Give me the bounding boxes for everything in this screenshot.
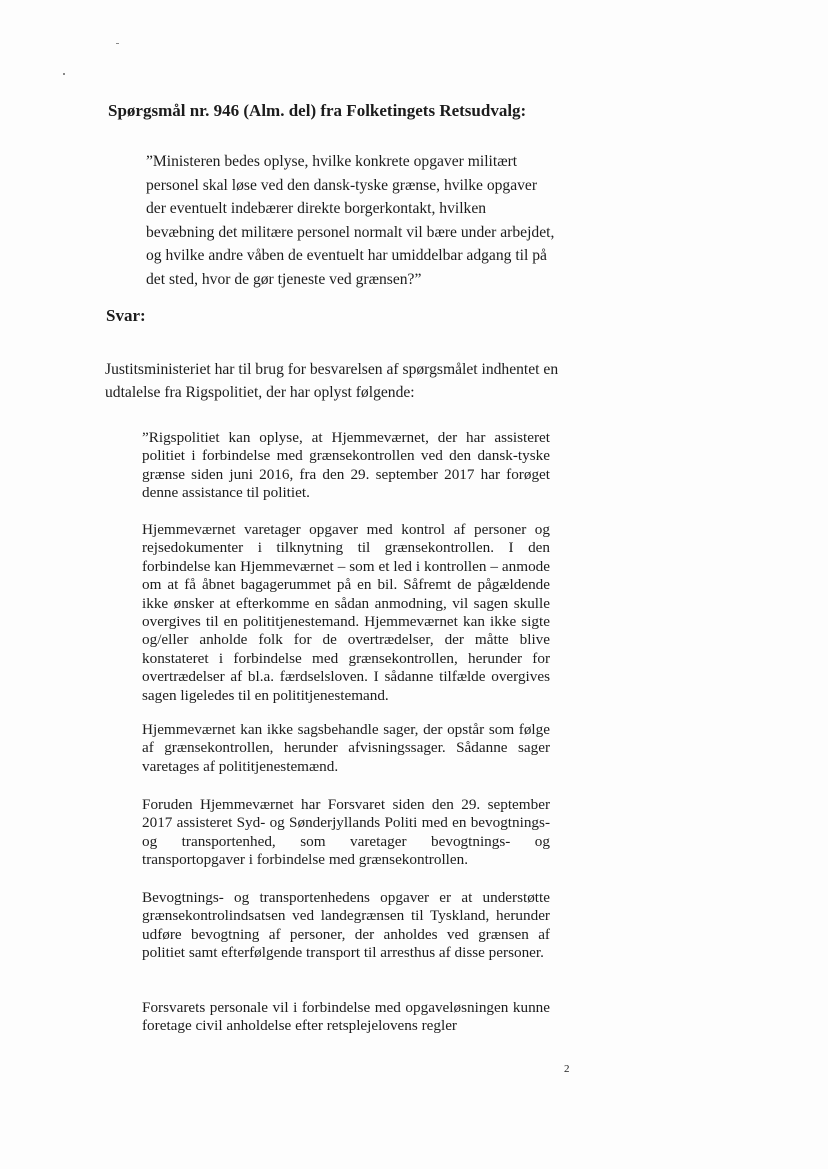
scan-speck <box>63 73 65 75</box>
quote-paragraph-2: Hjemmeværnet varetager opgaver med kontrol af personer og rejsedokumenter i tilknytning til grænsekontrollen. I den forbindelse kan Hjemmeværnet – som et led i kontrollen – anmode om at få åbnet bagagerummet på en bil. Såfremt de pågældende ikke ønsker at efterkomme en sådan anmodning, vil sagen skulle overgives til en polititjenestemand. Hjemmeværnet kan ikke sigte og/eller anholde folk for de overtrædelser, der måtte blive konstateret i forbindelse med grænsekontrollen, herunder for overtrædelser af bl.a. færdselsloven. I sådanne tilfælde overgives sagen ligeledes til en polititjenestemand. <box>142 521 550 704</box>
quote-paragraph-3: Hjemmeværnet kan ikke sagsbehandle sager, der opstår som følge af grænsekontrollen, herunder afvisningssager. Sådanne sager varetages af polititjenestemænd. <box>142 721 550 775</box>
question-heading: Spørgsmål nr. 946 (Alm. del) fra Folketingets Retsudvalg: <box>108 101 527 120</box>
answer-intro: Justitsministeriet har til brug for besvarelsen af spørgsmålet indhentet en udtalelse fra Rigspolitiet, der har oplyst følgende: <box>105 361 559 401</box>
quote-paragraph-5: Bevogtnings- og transportenhedens opgaver er at understøtte grænsekontrolindsatsen ved landegrænsen til Tyskland, herunder udføre bevogtning af personer, der anholdes ved grænsen af politiet samt efterfølgende transport til arresthus af disse personer. <box>142 889 550 962</box>
page-number: 2 <box>564 1063 570 1075</box>
answer-heading: Svar: <box>106 306 146 325</box>
quote-paragraph-4: Foruden Hjemmeværnet har Forsvaret siden den 29. september 2017 assisteret Syd- og Sønderjyllands Politi med en bevogtnings- og transportenhed, som varetager bevogtnings- og transportopgaver i forbindelse med grænsekontrollen. <box>142 796 550 869</box>
question-text: ”Ministeren bedes oplyse, hvilke konkrete opgaver militært personel skal løse ved den dansk-tyske grænse, hvilke opgaver der eventuelt indebærer direkte borgerkontakt, hvilken bevæbning det militære personel normalt vil bære under arbejdet, og hvilke andre våben de eventuelt har umiddelbar adgang til på det sted, hvor de gør tjeneste ved grænsen?” <box>146 153 555 288</box>
quote-paragraph-6: Forsvarets personale vil i forbindelse med opgaveløsningen kunne foretage civil anholdelse efter retsplejelovens regler <box>142 999 550 1035</box>
quote-paragraph-1: ”Rigspolitiet kan oplyse, at Hjemmeværnet, der har assisteret politiet i forbindelse med grænsekontrollen ved den dansk-tyske grænse siden juni 2016, fra den 29. september 2017 har forøget denne assistance til politiet. <box>142 429 550 502</box>
scan-speck <box>116 43 119 44</box>
